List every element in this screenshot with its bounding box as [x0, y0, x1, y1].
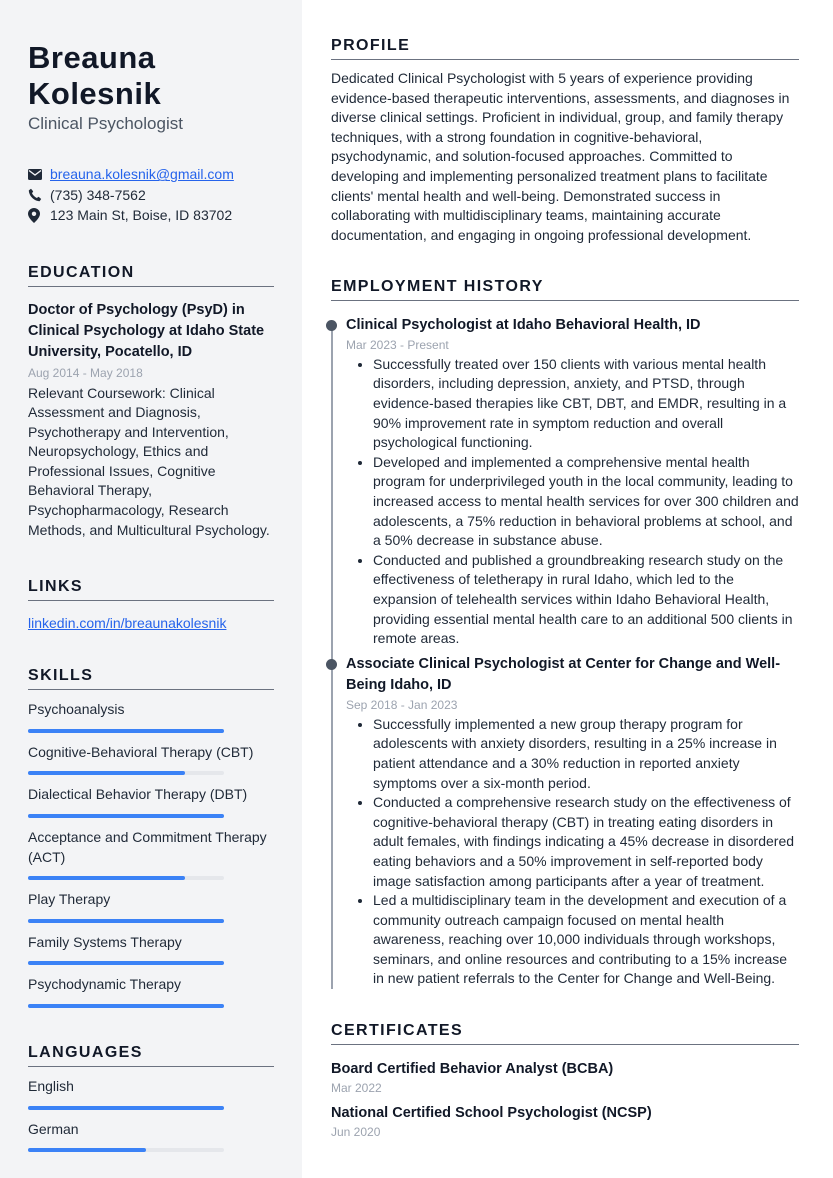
sidebar	[0, 0, 302, 1178]
languages-list	[28, 1077, 274, 1152]
language-label: German	[28, 1120, 79, 1137]
skill-item	[28, 890, 274, 923]
last-name: Kolesnik	[28, 76, 162, 111]
certificate-item	[331, 1061, 799, 1095]
skill-item	[28, 975, 274, 1008]
envelope-icon	[28, 169, 50, 180]
degree-title: Doctor of Psychology (PsyD) in Clinical Psychology at Idaho State University, Pocatello, ID	[28, 301, 265, 360]
skill-label: Psychoanalysis	[28, 701, 125, 718]
skill-level-fill	[28, 729, 224, 733]
job-bullet: • Conducted and published a groundbreaking research study on the effectiveness of teletherapy in rural Idaho, which led to the expansion of telehealth services within Idaho Behavioral Health, providing essential mental health care to an additional 500 clients in remote areas.	[373, 551, 799, 649]
phone-icon	[28, 188, 50, 202]
certificate-item	[331, 1105, 799, 1139]
skill-label: Family Systems Therapy	[28, 933, 182, 950]
language-label: English	[28, 1078, 74, 1094]
job-dates: Mar 2023 - Present	[346, 337, 449, 352]
skill-label: Play Therapy	[28, 891, 111, 908]
skills-heading: SKILLS	[28, 667, 274, 690]
skill-label: Dialectical Behavior Therapy (DBT)	[28, 786, 248, 803]
job-bullets	[346, 715, 799, 989]
skill-level-bar	[28, 1004, 224, 1008]
job-title: Associate Clinical Psychologist at Center for Change and Well-Being Idaho, ID	[346, 655, 781, 694]
language-item	[28, 1120, 274, 1153]
skill-level-bar	[28, 919, 224, 923]
address-row	[28, 205, 274, 226]
phone-row	[28, 185, 274, 206]
skill-label: Acceptance and Commitment Therapy (ACT)	[28, 829, 267, 865]
skill-level-bar	[28, 814, 224, 818]
phone-number: (735) 348-7562	[50, 186, 146, 203]
skill-level-bar	[28, 771, 224, 775]
job-bullet: • Developed and implemented a comprehensive mental health program for underprivileged youth in the local community, leading to increased access to mental health services for over 300 children and adolescents, a 75% reduction in behavioral problems at school, and a 50% decrease in substance abuse.	[373, 453, 799, 551]
language-level-fill	[28, 1106, 224, 1110]
skill-level-fill	[28, 1004, 224, 1008]
certificate-date: Jun 2020	[331, 1125, 381, 1140]
skill-label: Psychodynamic Therapy	[28, 976, 182, 993]
skill-item	[28, 700, 274, 733]
job-bullet: • Successfully treated over 150 clients with various mental health disorders, including depression, anxiety, and PTSD, through evidence-based therapies like CBT, DBT, and EMDR, resulting in a 90% improvement rate in symptom reduction and overall psychological functioning.	[373, 355, 799, 453]
address: 123 Main St, Boise, ID 83702	[50, 207, 233, 224]
certificate-title: Board Certified Behavior Analyst (BCBA)	[331, 1061, 614, 1078]
first-name: Breauna	[28, 40, 156, 75]
skills-list	[28, 700, 274, 1008]
email-link[interactable]: breauna.kolesnik@gmail.com	[50, 166, 234, 183]
language-level-bar	[28, 1106, 224, 1110]
skill-item	[28, 785, 274, 818]
education-dates: Aug 2014 - May 2018	[28, 365, 143, 380]
email-row	[28, 164, 274, 185]
job-bullets	[346, 355, 799, 649]
skill-item	[28, 828, 274, 880]
timeline-dot	[326, 320, 337, 331]
skill-label: Cognitive-Behavioral Therapy (CBT)	[28, 743, 254, 760]
job-title: Clinical Psychologist at Idaho Behavioral Health, ID	[346, 317, 701, 334]
skill-level-fill	[28, 919, 224, 923]
language-item	[28, 1077, 274, 1110]
languages-heading: LANGUAGES	[28, 1044, 274, 1067]
skill-level-fill	[28, 771, 185, 775]
language-level-fill	[28, 1148, 146, 1152]
employment-heading: EMPLOYMENT HISTORY	[331, 278, 799, 301]
skill-item	[28, 743, 274, 776]
main-content	[302, 0, 833, 1178]
skill-level-fill	[28, 961, 224, 965]
name	[28, 40, 274, 112]
skill-level-bar	[28, 729, 224, 733]
job-entry	[331, 654, 799, 989]
timeline-dot	[326, 659, 337, 670]
skill-level-bar	[28, 876, 224, 880]
map-pin-icon	[28, 208, 50, 223]
job-bullet: • Successfully implemented a new group therapy program for adolescents with anxiety disorders, resulting in a 25% increase in patient attendance and a 30% reduction in reported anxiety symptoms over a six-month period.	[373, 715, 799, 793]
skill-level-fill	[28, 814, 224, 818]
linkedin-link[interactable]: linkedin.com/in/breaunakolesnik	[28, 615, 227, 632]
job-bullet: • Led a multidisciplinary team in the development and execution of a community outreach campaign focused on mental health awareness, reaching over 10,000 individuals through workshops, seminars, and online resources and contributing to a 15% increase in new patient referrals to the Center for Change and Well-Being.	[373, 891, 799, 989]
skill-level-fill	[28, 876, 185, 880]
skill-level-bar	[28, 961, 224, 965]
certificates-heading: CERTIFICATES	[331, 1022, 799, 1045]
job-bullet: • Conducted a comprehensive research study on the effectiveness of cognitive-behavioral therapy (CBT) in treating eating disorders in adult females, with findings indicating a 45% decrease in disordered eating behaviors and a 50% improvement in self-reported body image satisfaction among participants after a year of treatment.	[373, 793, 799, 891]
education-heading: EDUCATION	[28, 264, 274, 287]
contact-info	[28, 164, 274, 226]
coursework: Relevant Coursework: Clinical Assessment and Diagnosis, Psychotherapy and Intervention, Neuropsychology, Ethics and Professional Issues, Cognitive Behavioral Therapy, Psychopharmacology, Research Methods, and Multicultural Psychology.	[28, 384, 270, 538]
job-dates: Sep 2018 - Jan 2023	[346, 697, 458, 712]
certificate-date: Mar 2022	[331, 1081, 382, 1096]
job-title: Clinical Psychologist	[28, 114, 183, 133]
certificate-title: National Certified School Psychologist (NCSP)	[331, 1105, 652, 1122]
employment-timeline	[331, 315, 799, 989]
job-entry	[331, 315, 799, 648]
language-level-bar	[28, 1148, 224, 1152]
skill-item	[28, 933, 274, 966]
links-heading: LINKS	[28, 578, 274, 601]
profile-heading: PROFILE	[331, 37, 799, 60]
profile-summary: Dedicated Clinical Psychologist with 5 years of experience providing evidence-based therapeutic interventions, assessments, and diagnoses in diverse clinical settings. Proficient in individual, group, and family therapy techniques, with a strong foundation in cognitive-behavioral, psychodynamic, and solution-focused approaches. Committed to developing and implementing personalized treatment plans to facilitate clients' mental health and well-being. Demonstrated success in collaborating with multidisciplinary teams, maintaining accurate documentation, and engaging in ongoing professional development.	[331, 70, 790, 243]
